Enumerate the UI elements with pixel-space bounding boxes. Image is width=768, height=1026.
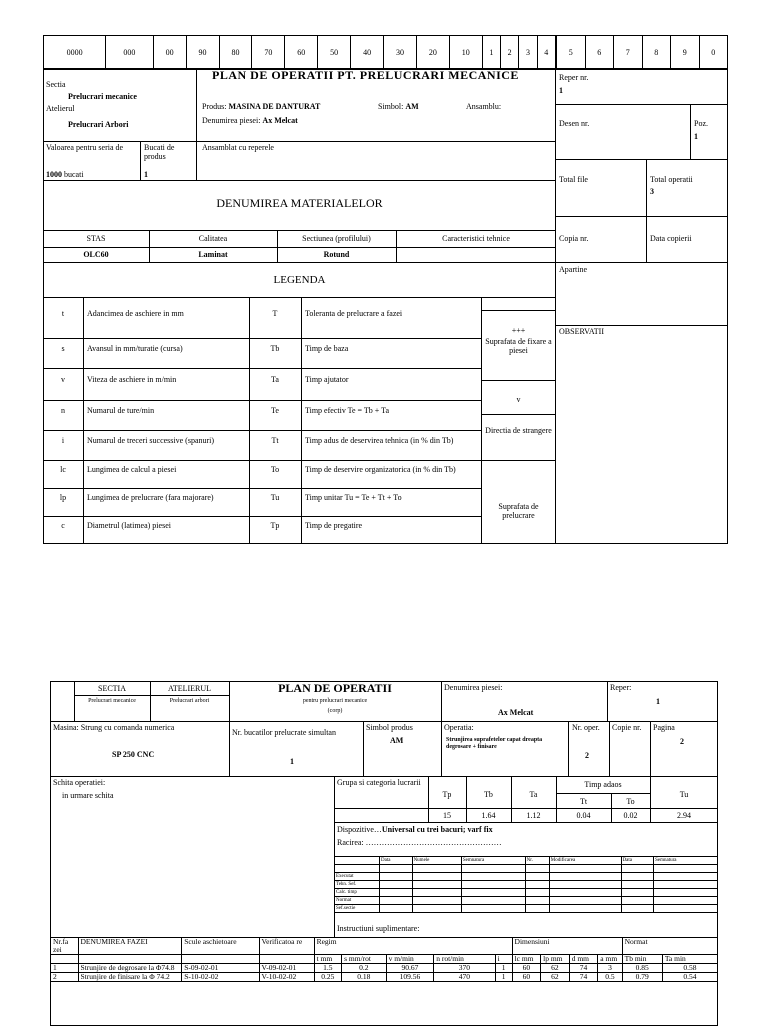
legend-symbol: v	[61, 375, 65, 384]
sig-h: Modificarea	[549, 857, 621, 865]
ops-cell: 470	[434, 973, 495, 982]
legenda-title: LEGENDA	[273, 274, 326, 286]
sectia-label: Sectia	[46, 80, 66, 89]
ops-cell: 0.18	[342, 973, 386, 982]
s2-instructiuni-label: Instructiuni suplimentare:	[337, 924, 420, 933]
ops-cell: 1	[495, 973, 512, 982]
num-cell: 70	[252, 36, 285, 70]
num-cell: 50	[318, 36, 351, 70]
legend-symbol: lp	[59, 493, 67, 502]
s2-masina-label: Masina: Strung cu comanda numerica	[53, 723, 175, 732]
s2-nr-bucati-label: Nr. bucatilor prelucrate simultan	[232, 728, 336, 737]
legend-description: Adancimea de aschiere in mm	[87, 308, 184, 318]
s2-th-ta: Ta	[529, 790, 538, 799]
s2-atelierul-label: ATELIERUL	[167, 684, 212, 693]
fixare-label: Suprafata de fixare a piesei	[485, 337, 552, 355]
ops-subheader: s mm/rot	[342, 955, 386, 964]
mat-header-stas: STAS	[86, 234, 106, 243]
num-cell: 1	[482, 36, 500, 70]
ops-cell: S-10-02-02	[182, 973, 259, 982]
poz-label: Poz.	[694, 119, 708, 128]
ops-subheader: Ta min	[662, 955, 717, 964]
desen-label: Desen nr.	[559, 119, 590, 128]
s2-racirea-label: Racirea: ……………………………………………	[337, 838, 502, 847]
ops-cell: 0.54	[662, 973, 717, 982]
s2-nr-bucati-value: 1	[290, 757, 294, 766]
ops-subheader: d mm	[569, 955, 598, 964]
s2-dispozitive-value: Universal cu trei bacuri; varf fix	[381, 825, 493, 834]
legend-time-description: Timp de pregatire	[305, 521, 363, 530]
ops-header: Normat	[622, 938, 717, 955]
mat-value-stas: OLC60	[83, 250, 109, 259]
num-cell: 0	[699, 36, 728, 70]
s2-signature-grid	[334, 856, 718, 913]
s2-operatia-label: Operatia:	[444, 723, 474, 732]
denumirea-value: Ax Melcat	[262, 116, 298, 125]
ops-cell: 0.5	[598, 973, 622, 982]
num-cell: 10	[449, 36, 482, 70]
ops-row	[51, 973, 718, 982]
data-copierii-label: Data copierii	[650, 234, 692, 243]
s2-masina-value: SP 250 CNC	[112, 750, 155, 759]
sig-h: Data	[380, 857, 413, 865]
s2-schita-label: Schita operatiei:	[53, 778, 106, 787]
ops-cell: 0.2	[342, 964, 386, 973]
s2-tv-tu: 2.94	[677, 811, 691, 820]
ops-cell: 3	[598, 964, 622, 973]
reper-label: Reper nr.	[559, 73, 589, 82]
mat-header-sectiunea: Sectiunea (profilului)	[302, 234, 371, 243]
prelucrare-label: Suprafata de prelucrare	[498, 502, 539, 520]
sig-h: Semnatura	[461, 857, 525, 865]
ops-cell: 62	[541, 964, 570, 973]
reper-value: 1	[559, 86, 563, 95]
s2-operatia-value: Strunjirea suprafetelor capat dreapta degrosare + finisare	[446, 737, 543, 750]
ops-subheader: lp mm	[541, 955, 570, 964]
num-cell: 9	[671, 36, 700, 70]
s2-pagina-value: 2	[680, 737, 684, 746]
legend-time-description: Timp unitar Tu = Te + Tt + To	[305, 493, 402, 502]
atelierul-label: Atelierul	[46, 104, 75, 113]
s2-tv-ta: 1.12	[526, 811, 541, 820]
ops-cell: S-09-02-01	[182, 964, 259, 973]
legend-symbol: n	[61, 406, 65, 415]
sectia-value: Prelucrari mecanice	[68, 92, 137, 101]
ops-cell: 60	[512, 973, 541, 982]
ops-cell: 1	[51, 964, 79, 973]
valoarea-bold: 1000	[46, 170, 62, 179]
num-cell: 60	[285, 36, 318, 70]
mat-value-sectiunea: Rotund	[323, 250, 350, 259]
sig-row: Executat	[335, 873, 380, 881]
s2-th-to: To	[626, 797, 635, 806]
s2-title: PLAN DE OPERATII	[278, 681, 392, 695]
legend-symbol: s	[61, 344, 65, 353]
ansamblat-label: Ansamblat cu reperele	[202, 143, 274, 152]
poz-value: 1	[694, 132, 698, 141]
ops-subheader: i	[495, 955, 512, 964]
num-cell: 90	[186, 36, 219, 70]
legend-time-symbol: Tu	[270, 493, 280, 502]
s2-pagina-label: Pagina	[653, 723, 675, 732]
legend-description: Lungimea de prelucrare (fara majorare)	[87, 493, 214, 502]
num-cell: 40	[351, 36, 384, 70]
valoarea-label: Valoarea pentru seria de	[46, 143, 124, 152]
valoarea-unit: bucati	[64, 170, 84, 179]
ops-subheader: a mm	[598, 955, 622, 964]
ops-subheader: lc mm	[512, 955, 541, 964]
legend-time-symbol: Te	[271, 406, 279, 415]
plus-symbol: +++	[511, 326, 526, 335]
v-symbol: v	[516, 395, 521, 404]
s2-th-tu: Tu	[679, 790, 689, 799]
ops-subheader: t mm	[314, 955, 342, 964]
s2-atelierul-value: Prelucrari arbori	[169, 698, 210, 704]
ops-cell: 0.25	[314, 973, 342, 982]
ops-subheader: v m/min	[386, 955, 434, 964]
sig-row: Calc. timp	[335, 889, 380, 897]
observatii-label: OBSERVATII	[559, 327, 604, 336]
ops-header: Dimensiuni	[512, 938, 622, 955]
legend-time-symbol: Tb	[270, 344, 280, 353]
ops-cell: 90.67	[386, 964, 434, 973]
ops-cell: 109.56	[386, 973, 434, 982]
s2-subtitle2: (corp)	[327, 708, 343, 714]
bucati-value: 1	[144, 170, 148, 179]
sig-h: Semnatura	[654, 857, 718, 865]
ops-cell: 0.85	[622, 964, 662, 973]
sig-h: Nr.	[525, 857, 549, 865]
s2-tv-tp: 15	[443, 811, 451, 820]
num-cell: 6	[585, 36, 614, 70]
sig-row: Normat	[335, 897, 380, 905]
ops-cell: 62	[541, 973, 570, 982]
s2-dispozitive-label: Dispozitive…	[337, 825, 382, 834]
denumirea-label: Denumirea piesei:	[202, 116, 261, 125]
ops-cell: 1.5	[314, 964, 342, 973]
legend-description: Avansul in mm/turatie (cursa)	[87, 344, 183, 353]
number-row-left	[43, 35, 556, 70]
legend-time-description: Timp adus de deservirea tehnica (in % din Tb)	[305, 436, 454, 445]
legend-description: Viteza de aschiere in m/min	[87, 375, 177, 384]
bucati-label: Bucati de produs	[144, 143, 175, 161]
mat-header-calitatea: Calitatea	[198, 234, 228, 243]
num-cell: 7	[614, 36, 643, 70]
s2-th-tp: Tp	[442, 790, 452, 799]
s2-sectia-value: Prelucrari mecanice	[88, 698, 136, 704]
s2-denumirea-value: Ax Melcat	[498, 708, 534, 717]
legend-time-symbol: Tp	[270, 521, 280, 530]
legend-time-symbol: T	[272, 308, 278, 318]
ops-cell: 0.79	[622, 973, 662, 982]
legend-time-description: Toleranta de prelucrare a fazei	[305, 308, 403, 318]
ops-header: Nr.fa zei	[51, 938, 79, 955]
operations-table	[50, 937, 718, 982]
legend-time-symbol: Tt	[271, 436, 279, 445]
legend-symbol: t	[61, 308, 65, 318]
s2-schita-value: in urmare schita	[62, 791, 114, 800]
s2-copie-label: Copie nr.	[612, 723, 642, 732]
sig-h: Numele	[412, 857, 461, 865]
legend-time-description: Timp de deservire organizatorica (in % din Tb)	[305, 465, 456, 474]
sheet1-title: PLAN DE OPERATII PT. PRELUCRARI MECANICE	[212, 68, 519, 82]
ansamblu-label: Ansamblu:	[466, 102, 502, 111]
s2-grupa-label: Grupa si categoria lucrarii	[337, 778, 421, 787]
right-frame	[555, 68, 728, 544]
legend-description: Numarul de treceri successive (spanuri)	[87, 436, 215, 445]
ops-cell: 74	[569, 973, 598, 982]
legend-time-symbol: Ta	[271, 375, 279, 384]
legend-time-description: Timp efectiv Te = Tb + Ta	[305, 406, 390, 415]
materiale-title: DENUMIREA MATERIALELOR	[216, 196, 383, 210]
simbol-value: AM	[405, 102, 419, 111]
ops-header: Scule aschietoare	[182, 938, 259, 955]
ops-header: DENUMIREA FAZEI	[78, 938, 182, 955]
strangere-label: Directia de strangere	[485, 426, 552, 435]
legend-time-description: Timp ajutator	[305, 375, 349, 384]
s2-timp-adaos-label: Timp adaos	[584, 780, 622, 789]
num-cell: 5	[557, 36, 586, 70]
total-op-value: 3	[650, 187, 654, 196]
mat-header-caracteristici: Caracteristici tehnice	[442, 234, 510, 243]
sig-row: Tehn. Sef.	[335, 881, 380, 889]
simbol-label: Simbol:	[378, 102, 404, 111]
num-cell: 3	[519, 36, 537, 70]
ops-cell: 2	[51, 973, 79, 982]
num-cell: 30	[384, 36, 417, 70]
num-cell: 2	[501, 36, 519, 70]
sig-row: Sef.sectie	[335, 905, 380, 913]
legend-time-symbol: To	[270, 465, 280, 474]
num-cell: 4	[537, 36, 555, 70]
sig-h: Data	[621, 857, 654, 865]
legend-description: Diametrul (latimea) piesei	[87, 521, 171, 530]
s2-tv-tt: 0.04	[576, 811, 591, 820]
ops-subheader: n rot/min	[434, 955, 495, 964]
legend-symbol: lc	[60, 465, 66, 474]
s2-reper-value: 1	[656, 697, 660, 706]
s2-th-tt: Tt	[579, 797, 588, 806]
num-cell: 000	[106, 36, 154, 70]
legend-description: Lungimea de calcul a piesei	[87, 465, 177, 474]
mat-value-calitatea: Laminat	[198, 250, 228, 259]
s2-reper-label: Reper:	[610, 683, 632, 692]
s2-th-tb: Tb	[484, 790, 493, 799]
s2-sectia-label: SECTIA	[98, 684, 126, 693]
num-cell: 80	[219, 36, 252, 70]
ops-cell: V-10-02-02	[259, 973, 314, 982]
s2-tv-to: 0.02	[623, 811, 638, 820]
ops-cell: Strunjire de degrosare la Φ74.8	[78, 964, 182, 973]
ops-cell: 1	[495, 964, 512, 973]
ops-subheader: Tb min	[622, 955, 662, 964]
ops-cell: 0.58	[662, 964, 717, 973]
s2-denumirea-label: Denumirea piesei:	[444, 683, 503, 692]
ops-cell: V-09-02-01	[259, 964, 314, 973]
s2-nr-oper-label: Nr. oper.	[572, 723, 600, 732]
copia-label: Copia nr.	[559, 234, 589, 243]
atelierul-value: Prelucrari Arbori	[68, 120, 129, 129]
produs-value: MASINA DE DANTURAT	[228, 102, 321, 111]
s2-subtitle1: pentru prelucrari mecanice	[302, 698, 368, 704]
produs-label: Produs:	[202, 102, 227, 111]
s2-simbol-label: Simbol produs	[366, 723, 413, 732]
ops-cell: 60	[512, 964, 541, 973]
total-file-label: Total file	[559, 175, 588, 184]
s2-simbol-value: AM	[390, 736, 404, 745]
ops-cell: 74	[569, 964, 598, 973]
legend-description: Numarul de ture/min	[87, 406, 155, 415]
num-cell: 20	[416, 36, 449, 70]
num-cell: 0000	[44, 36, 106, 70]
legend-time-description: Timp de baza	[305, 344, 349, 353]
num-cell: 8	[642, 36, 671, 70]
apartine-label: Apartine	[559, 265, 587, 274]
number-row-right	[556, 35, 728, 70]
total-op-label: Total operatii	[650, 175, 693, 184]
s2-nr-oper-value: 2	[585, 751, 589, 760]
s2-tv-tb: 1.64	[481, 811, 496, 820]
ops-cell: Strunjire de finisare la Φ 74.2	[78, 973, 182, 982]
legend-symbol: c	[61, 521, 65, 530]
ops-header: Regim	[314, 938, 512, 955]
num-cell: 00	[153, 36, 186, 70]
legend-symbol: i	[61, 436, 65, 445]
ops-header: Verificatoa re	[259, 938, 314, 955]
ops-cell: 370	[434, 964, 495, 973]
